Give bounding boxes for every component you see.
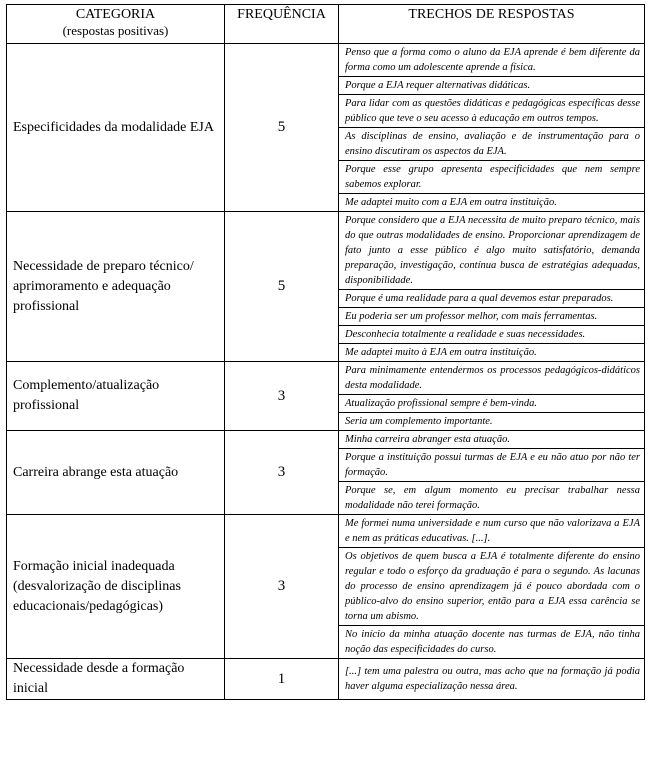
frequency-cell: 5 xyxy=(225,44,339,212)
header-trechos: TRECHOS DE RESPOSTAS xyxy=(339,5,645,44)
excerpt-cell: Seria um complemento importante. xyxy=(339,413,645,431)
excerpt-cell: [...] tem uma palestra ou outra, mas acho que na formação já podia haver alguma especialização nessa área. xyxy=(339,659,645,700)
table-row xyxy=(7,362,645,395)
frequency-cell: 5 xyxy=(225,212,339,362)
excerpt-cell: Porque a EJA requer alternativas didáticas. xyxy=(339,77,645,95)
category-cell: Especificidades da modalidade EJA xyxy=(7,44,225,212)
frequency-cell: 3 xyxy=(225,431,339,515)
category-cell: Complemento/atualização profissional xyxy=(7,362,225,431)
category-cell: Carreira abrange esta atuação xyxy=(7,431,225,515)
excerpt-cell: No início da minha atuação docente nas turmas de EJA, não tinha noção das especificidades do curso. xyxy=(339,626,645,659)
header-categoria xyxy=(7,5,225,44)
excerpt-cell: Porque considero que a EJA necessita de muito preparo técnico, mais do que outras modalidades de ensino. Proporcionar aprendizagem de fato junto a esse público é algo muito satisfatório, demanda preparação, investigação, contínua busca de estratégias adequadas, disponibilidade. xyxy=(339,212,645,290)
excerpt-cell: Me adaptei muito com a EJA em outra instituição. xyxy=(339,194,645,212)
table-row xyxy=(7,431,645,449)
excerpt-cell: Desconhecia totalmente a realidade e suas necessidades. xyxy=(339,326,645,344)
frequency-cell: 1 xyxy=(225,659,339,700)
excerpt-cell: Me adaptei muito à EJA em outra instituição. xyxy=(339,344,645,362)
excerpt-cell: Porque se, em algum momento eu precisar trabalhar nessa modalidade não terei formação. xyxy=(339,482,645,515)
excerpt-cell: Minha carreira abranger esta atuação. xyxy=(339,431,645,449)
excerpt-cell: Os objetivos de quem busca a EJA é totalmente diferente do ensino regular e todo o esforço da graduação é para o segundo. As lacunas do processo de ensino aprendizagem já é pouco abordada com o público-alvo do ensino superior, então para a EJA essa carência se torna um abismo. xyxy=(339,548,645,626)
header-categoria-sub: (respostas positivas) xyxy=(62,23,169,38)
excerpt-cell: Porque esse grupo apresenta especificidades que nem sempre sabemos explorar. xyxy=(339,161,645,194)
responses-table xyxy=(6,4,645,700)
excerpt-cell: Atualização profissional sempre é bem-vinda. xyxy=(339,395,645,413)
category-cell: Necessidade de preparo técnico/ aprimoramento e adequação profissional xyxy=(7,212,225,362)
header-categoria-label: CATEGORIA xyxy=(75,7,156,22)
excerpt-cell: As disciplinas de ensino, avaliação e de instrumentação para o ensino discutiram os aspectos da EJA. xyxy=(339,128,645,161)
table-row xyxy=(7,44,645,77)
excerpt-cell: Para minimamente entendermos os processos pedagógicos-didáticos desta modalidade. xyxy=(339,362,645,395)
table-row xyxy=(7,515,645,548)
frequency-cell: 3 xyxy=(225,362,339,431)
frequency-cell: 3 xyxy=(225,515,339,659)
table-row xyxy=(7,212,645,290)
excerpt-cell: Porque é uma realidade para a qual devemos estar preparados. xyxy=(339,290,645,308)
category-cell: Formação inicial inadequada (desvalorização de disciplinas educacionais/pedagógicas) xyxy=(7,515,225,659)
excerpt-cell: Para lidar com as questões didáticas e pedagógicas específicas desse público que teve o seu acesso à educação em outros tempos. xyxy=(339,95,645,128)
excerpt-cell: Porque a instituição possui turmas de EJA e eu não atuo por não ter formação. xyxy=(339,449,645,482)
excerpt-cell: Penso que a forma como o aluno da EJA aprende é bem diferente da forma como um adolescente aprende a física. xyxy=(339,44,645,77)
responses-table-container xyxy=(6,4,645,700)
header-frequencia: FREQUÊNCIA xyxy=(225,5,339,44)
excerpt-cell: Me formei numa universidade e num curso que não valorizava a EJA e nem as práticas educativas. [...]. xyxy=(339,515,645,548)
table-header-row xyxy=(7,5,645,44)
excerpt-cell: Eu poderia ser um professor melhor, com mais ferramentas. xyxy=(339,308,645,326)
table-row xyxy=(7,659,645,700)
category-cell: Necessidade desde a formação inicial xyxy=(7,659,225,700)
